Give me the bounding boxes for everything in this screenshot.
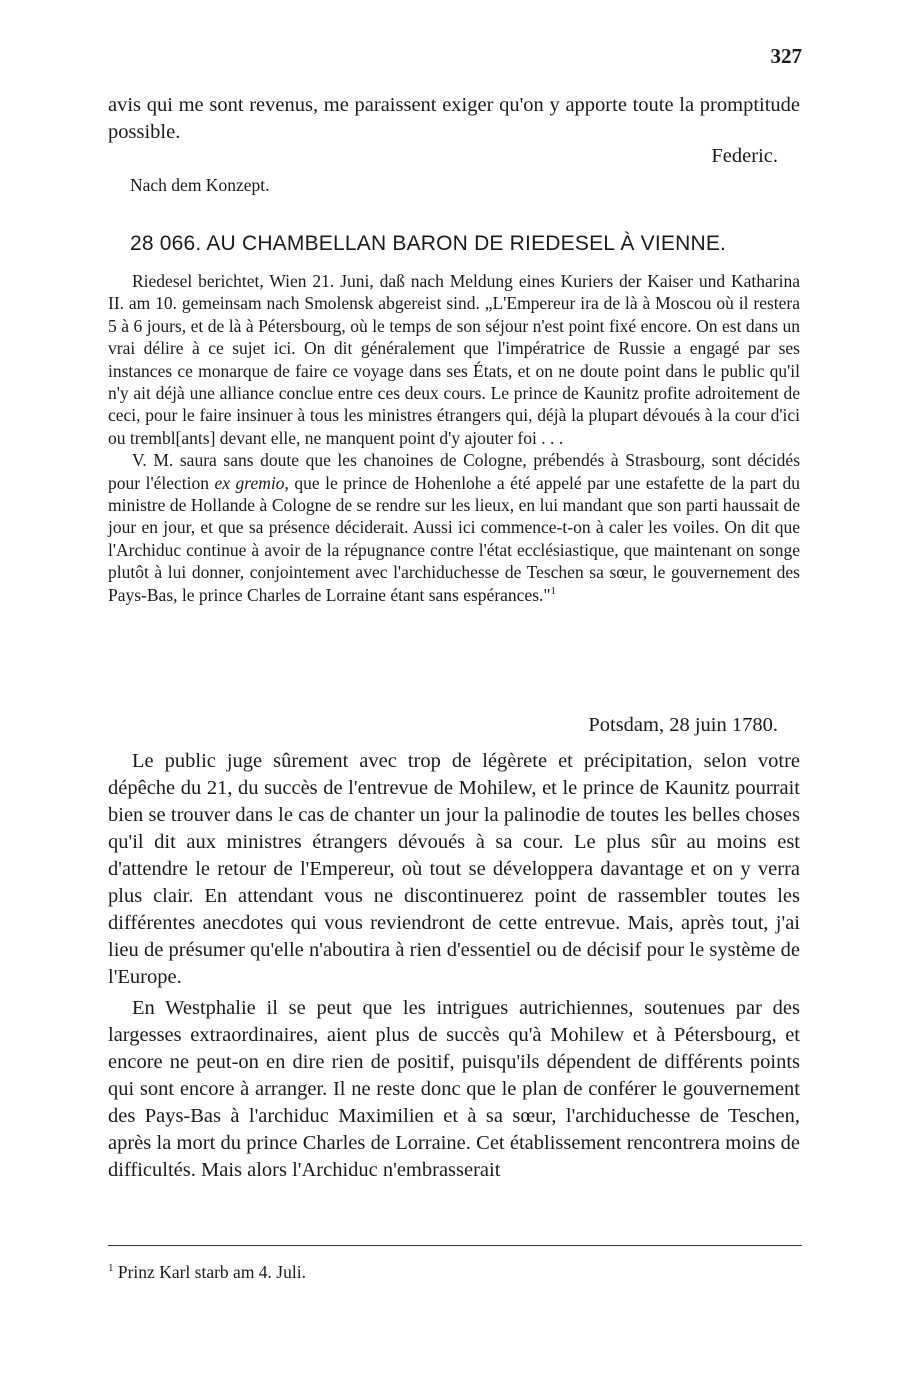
summary-text-b: , que le prince de Hohenlohe a été appelé par une estafette de la part du ministre de Hollande à Cologne de se rendre sur les lieux, en lui mandant que son parti haussait de jour en jour, et que sa présence déciderait. Aussi ici commence-t-on à caler les voiles. On dit que l'Archiduc continue à avoir de la répugnance contre l'état ecclésiastique, que maintenant on songe plutôt à lui donner, conjointement avec l'archiduchesse de Teschen sa sœur, le gouvernement des Pays-Bas, le prince Charles de Lorraine étant sans espérances." xyxy=(108,472,801,605)
footnote-reference: 1 xyxy=(550,584,557,597)
summary-paragraph-1: Riedesel berichtet, Wien 21. Juni, daß nach Meldung eines Kuriers der Kaiser und Katharina II. am 10. gemeinsam nach Smolensk abgereist sind. „L'Empereur ira de là à Moscou où il restera 5 à 6 jours, et de là à Pétersbourg, où le temps de son séjour n'est point fixé encore. On est dans un vrai délire à ce sujet ici. On dit généralement que l'impératrice de Russie a engagé par ses instances ce monarque de faire ce voyage dans ses États, et on ne doute point dans le public qu'il n'y ait déjà une alliance conclue entre ces deux cours. Le prince de Kaunitz profite adroitement de ceci, pour le faire insinuer à tous les ministres étrangers qui, déjà la plupart dévoués à la cour d'ici ou trembl[ants] devant elle, ne manquent point d'y ajouter foi . . . xyxy=(108,271,800,448)
letter-heading: 28 066. AU CHAMBELLAN BARON DE RIEDESEL À VIENNE. xyxy=(130,232,727,255)
signature: Federic. xyxy=(711,145,778,167)
letter-summary xyxy=(108,270,800,606)
place-date: Potsdam, 28 juin 1780. xyxy=(588,714,778,736)
body-paragraph-2: En Westphalie il se peut que les intrigues autrichiennes, soutenues par des largesses extraordinaires, aient plus de succès qu'à Mohilew et à Pétersbourg, et encore ne peut-on en dire rien de positif, puisqu'ils dépendent de différents points qui sont encore à arranger. Il ne reste donc que le plan de conférer le gouvernement des Pays-Bas à l'archiduc Maximilien et à sa sœur, l'archiduchesse de Teschen, après la mort du prince Charles de Lorraine. Cet établissement rencontrera moins de difficultés. Mais alors l'Archiduc n'embrasserait xyxy=(108,997,800,1181)
footnote-text: Prinz Karl starb am 4. Juli. xyxy=(117,1262,306,1282)
footnote-divider xyxy=(108,1245,802,1246)
summary-paragraph-2 xyxy=(108,449,800,606)
footnote-marker: 1 xyxy=(108,1262,114,1275)
page-number: 327 xyxy=(770,44,802,68)
opening-text: avis qui me sont revenus, me paraissent exiger qu'on y apporte toute la promptitude possible. xyxy=(108,94,800,143)
summary-text-a: V. M. saura sans doute que les chanoines de Cologne, prébendés à Strasbourg, sont décidés pour l'élection xyxy=(108,450,800,493)
summary-emphasis: ex gremio xyxy=(214,472,285,493)
footnote xyxy=(108,1262,306,1283)
letter-body xyxy=(108,748,800,1184)
opening-paragraph xyxy=(108,92,800,146)
body-paragraph-1: Le public juge sûrement avec trop de légèrete et précipitation, selon votre dépêche du 21, du succès de l'entrevue de Mohilew, et le prince de Kaunitz pourrait bien se trouver dans le cas de chanter un jour la palinodie de toutes les belles choses qu'il dit aux ministres étrangers dévoués à sa cour. Le plus sûr au moins est d'attendre le retour de l'Empereur, où tout se développera davantage et on y verra plus clair. En attendant vous ne discontinuerez point de rassembler toutes les différentes anecdotes qui vous reviendront de cette entrevue. Mais, après tout, j'ai lieu de présumer qu'elle n'aboutira à rien d'essentiel ou de décisif pour le système de l'Europe. xyxy=(108,750,800,988)
source-note: Nach dem Konzept. xyxy=(130,175,270,195)
